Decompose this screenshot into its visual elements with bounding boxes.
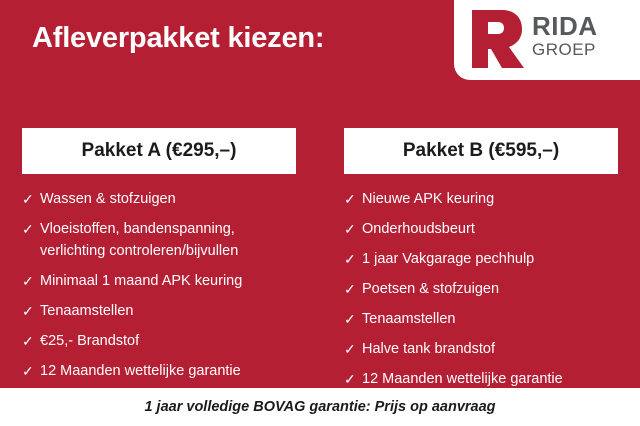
package-b-feature-list [344,174,618,390]
brand-logo-text [532,13,636,59]
check-icon: ✓ [22,303,34,319]
list-item [344,308,618,330]
package-b-column [344,128,618,398]
brand-logo [454,0,640,80]
footer-text: 1 jaar volledige BOVAG garantie: Prijs op aanvraag [144,399,496,415]
check-icon: ✓ [22,191,34,207]
list-item [344,368,618,390]
package-b-header [344,128,618,174]
list-item-label: Tenaamstellen [40,303,134,319]
check-icon: ✓ [344,221,356,237]
package-a-feature-list [22,174,296,382]
list-item [22,270,296,292]
check-icon: ✓ [344,251,356,267]
brand-name-secondary: GROEP [532,40,596,59]
list-item [344,188,618,210]
list-item-label: Poetsen & stofzuigen [362,281,500,297]
list-item-label: Onderhoudsbeurt [362,221,475,237]
list-item-label: 1 jaar Vakgarage pechhulp [362,251,535,267]
check-icon: ✓ [344,191,356,207]
check-icon: ✓ [344,311,356,327]
check-icon: ✓ [22,363,34,379]
list-item-label: Vloeistoffen, bandenspanning, verlichting controleren/bijvullen [40,221,239,259]
package-a-column [22,128,296,390]
list-item-label: Tenaamstellen [362,311,456,327]
brand-name-primary: RIDA [532,11,598,41]
list-item [22,188,296,210]
check-icon: ✓ [22,333,34,349]
list-item-label: Wassen & stofzuigen [40,191,176,207]
page-title: Afleverpakket kiezen: [32,22,325,54]
check-icon: ✓ [22,221,34,237]
list-item-label: Minimaal 1 maand APK keuring [40,273,243,289]
check-icon: ✓ [22,273,34,289]
list-item [22,360,296,382]
list-item-label: 12 Maanden wettelijke garantie [40,363,241,379]
list-item [22,330,296,352]
list-item [22,300,296,322]
list-item [344,218,618,240]
list-item [344,248,618,270]
list-item-label: €25,- Brandstof [40,333,140,349]
list-item [22,218,296,262]
letter-r-logo-mark [468,8,526,70]
list-item [344,278,618,300]
check-icon: ✓ [344,341,356,357]
card-header [0,0,640,90]
check-icon: ✓ [344,281,356,297]
footer-bar [0,388,640,426]
check-icon: ✓ [344,371,356,387]
list-item [344,338,618,360]
package-a-title: Pakket A (€295,–) [81,140,237,161]
list-item-label: Nieuwe APK keuring [362,191,495,207]
package-a-header [22,128,296,174]
package-b-title: Pakket B (€595,–) [402,140,560,161]
list-item-label: 12 Maanden wettelijke garantie [362,371,563,387]
list-item-label: Halve tank brandstof [362,341,495,357]
